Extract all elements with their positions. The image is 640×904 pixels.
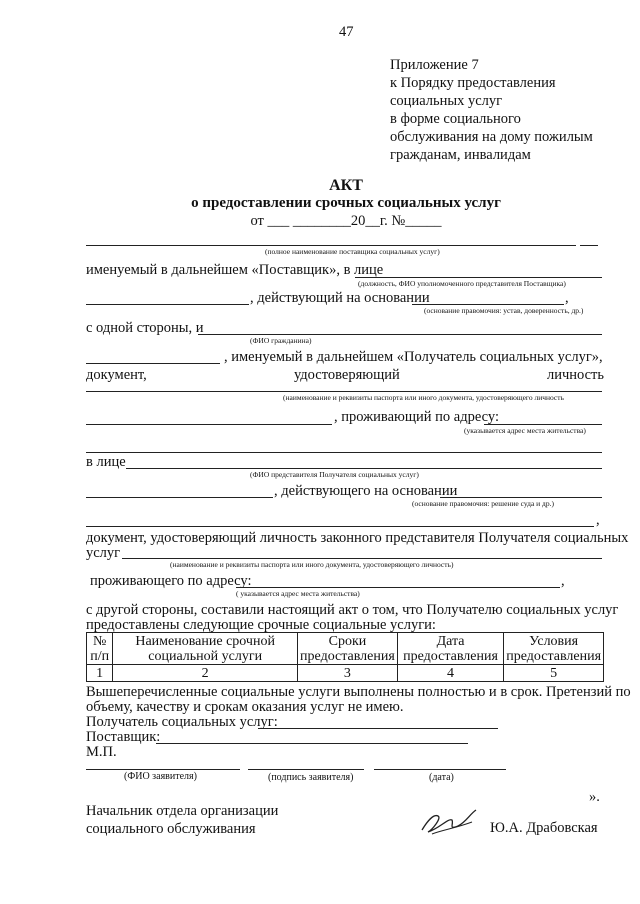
handwritten-signature-icon [418, 800, 484, 842]
document-words-row [86, 367, 604, 384]
provider-hint: (полное наименование поставщика социальных услуг) [265, 247, 440, 256]
residing-text: , проживающий по адресу: [334, 409, 499, 425]
rep-passport-line[interactable] [122, 558, 602, 559]
recipient-name-line[interactable] [86, 363, 220, 364]
table-header-row [87, 633, 604, 665]
number-cell: 5 [504, 665, 604, 682]
passport-line[interactable] [86, 391, 602, 392]
services-provided-text: предоставлены следующие срочные социальные услуги: [86, 617, 436, 633]
comma: , [561, 573, 565, 589]
court-hint: (основание правомочия: решение суда и др.) [412, 499, 554, 508]
services-word: услуг [86, 545, 121, 561]
header-cell: Наименование срочной социальной услуги [113, 633, 298, 665]
acting-basis-text: , действующий на основании [250, 290, 430, 306]
appendix-line: Приложение 7 [390, 57, 479, 73]
comma: , [565, 290, 569, 306]
official-line[interactable] [355, 277, 602, 278]
conclusion-line1: Вышеперечисленные социальные услуги выполнены полностью и в срок. Претензий по [86, 684, 631, 700]
supplier-signature-line[interactable] [156, 743, 468, 744]
address-cont-line[interactable] [86, 452, 602, 453]
document-word: удостоверяющий [293, 367, 400, 383]
address-line[interactable] [484, 424, 602, 425]
recipient-signature-line[interactable] [258, 728, 498, 729]
appendix-line: обслуживания на дому пожилым [390, 129, 593, 145]
applicant-sign-line[interactable] [248, 769, 364, 770]
rep-address-line[interactable] [236, 587, 560, 588]
referred-provider-text: именуемый в дальнейшем «Поставщик», в лице [86, 262, 384, 278]
sign-hint: (подпись заявителя) [268, 772, 354, 783]
passport-hint: (наименование и реквизиты паспорта или иного документа, удостоверяющего личность [283, 393, 564, 402]
appendix-line: гражданам, инвалидам [390, 147, 531, 163]
comma: , [596, 512, 600, 528]
in-person-text: в лице [86, 454, 126, 470]
appendix-line: социальных услуг [390, 93, 503, 109]
provider-name-line-end [580, 245, 598, 246]
header-cell: Дата предоставления [397, 633, 503, 665]
stamp-label: М.П. [86, 744, 117, 760]
number-cell: 2 [113, 665, 298, 682]
acting-basis2-text: , действующего на основании [274, 483, 458, 499]
signatory-name: Ю.А. Драбовская [490, 820, 598, 836]
supplier-signature-label: Поставщик: [86, 729, 161, 745]
signatory-position [86, 802, 278, 838]
appendix-block [390, 56, 593, 164]
applicant-fio-line[interactable] [86, 769, 240, 770]
date-hint: (дата) [429, 772, 454, 783]
court-basis-line[interactable] [440, 497, 602, 498]
citizen-line[interactable] [198, 334, 602, 335]
number-cell: 3 [298, 665, 398, 682]
position-line: социального обслуживания [86, 821, 256, 837]
rep-address-hint: ( указывается адрес места жительства) [236, 589, 360, 598]
referred-recipient-text: , именуемый в дальнейшем «Получатель социальных услуг», [224, 349, 603, 365]
fio-hint: (ФИО заявителя) [124, 771, 197, 782]
header-cell: Сроки предоставления [298, 633, 398, 665]
appendix-line: в форме социального [390, 111, 521, 127]
date-number-line: от ___ ________20__г. №_____ [250, 213, 442, 229]
citizen-hint: (ФИО гражданина) [250, 336, 312, 345]
position-line: Начальник отдела организации [86, 803, 279, 819]
services-table [86, 632, 604, 682]
one-side-text: с одной стороны, и [86, 320, 204, 336]
official-name-line[interactable] [86, 304, 249, 305]
table-row [87, 665, 604, 682]
document-word: документ, [86, 367, 147, 383]
page-number: 47 [339, 24, 354, 40]
court-basis-cont-line[interactable] [86, 526, 594, 527]
official-hint: (должность, ФИО уполномоченного представителя Поставщика) [358, 279, 566, 288]
basis-hint: (основание правомочия: устав, доверенность, др.) [424, 306, 584, 315]
document-word: личность [546, 367, 604, 383]
passport-cont-line[interactable] [86, 424, 332, 425]
closing-quote: ». [589, 789, 600, 805]
representative-line[interactable] [126, 468, 602, 469]
basis-line[interactable] [412, 304, 564, 305]
act-subtitle: о предоставлении срочных социальных услуг [191, 195, 501, 211]
date-line[interactable] [374, 769, 506, 770]
provider-name-line[interactable] [86, 245, 576, 246]
residing2-text: проживающего по адресу: [90, 573, 252, 589]
appendix-line: к Порядку предоставления [390, 75, 556, 91]
header-cell: № п/п [87, 633, 113, 665]
representative-hint: (ФИО представителя Получателя социальных услуг) [250, 470, 419, 479]
address-hint: (указывается адрес места жительства) [464, 426, 586, 435]
act-title: АКТ [329, 177, 363, 194]
recipient-signature-label: Получатель социальных услуг: [86, 714, 278, 730]
conclusion-line2: объему, качеству и срокам оказания услуг не имею. [86, 699, 404, 715]
header-cell: Условия предоставления [504, 633, 604, 665]
other-side-text: с другой стороны, составили настоящий акт о том, что Получателю социальных услуг [86, 602, 619, 618]
number-cell: 4 [397, 665, 503, 682]
rep-document-text: документ, удостоверяющий личность законного представителя Получателя социальных [86, 530, 629, 546]
rep-passport-hint: (наименование и реквизиты паспорта или иного документа, удостоверяющего личность) [170, 560, 454, 569]
number-cell: 1 [87, 665, 113, 682]
representative-name-line[interactable] [86, 497, 273, 498]
